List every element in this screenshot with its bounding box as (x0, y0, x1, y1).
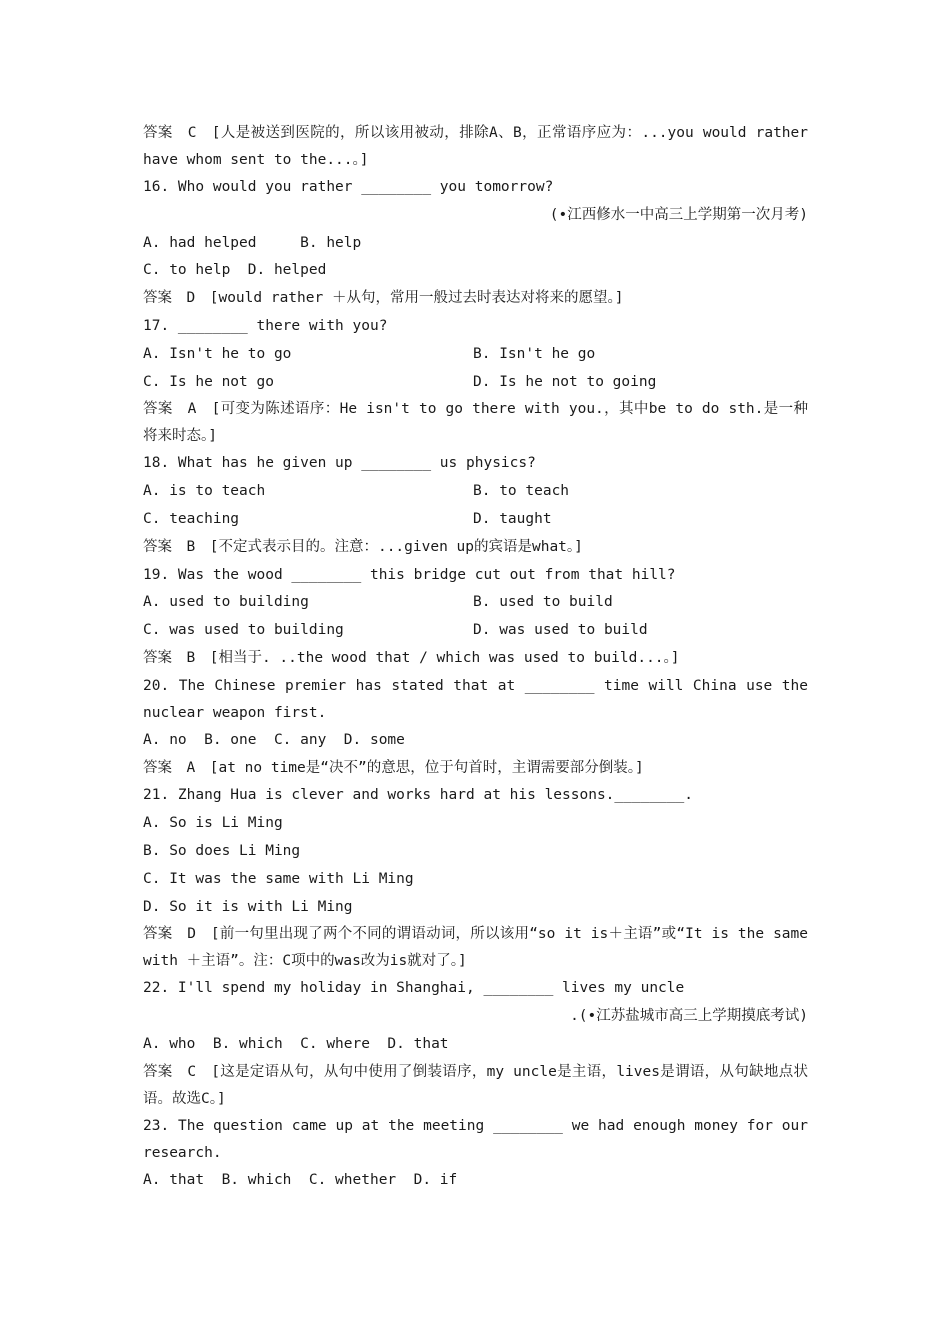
option-c: C. was used to building (143, 622, 344, 639)
question-17-options-row-1 (143, 341, 808, 369)
option-c: C. teaching (143, 510, 240, 527)
option-d: D. Is he not to going (473, 373, 657, 390)
option-b: B. to teach (473, 483, 570, 500)
answer-22: 答案 C [这是定语从句，从句中使用了倒装语序，my uncle是主语，lives是谓语，从句缺地点状语。故选C。] (143, 1063, 808, 1107)
question-23-options: A. that B. which C. whether D. if (143, 1171, 458, 1188)
question-18: 18. What has he given up ________ us physics? (143, 455, 536, 472)
question-19-options-row-1 (143, 589, 808, 617)
answer-19: 答案 B [相当于. ..the wood that / which was used to build...。] (143, 649, 680, 666)
question-16: 16. Who would you rather ________ you tomorrow? (143, 179, 554, 195)
question-16-options-cd: C. to help D. helped (143, 262, 327, 279)
question-16-options-ab: A. had helped B. help (143, 234, 362, 251)
option-c: C. It was the same with Li Ming (143, 870, 414, 887)
answer-16: 答案 D [would rather ＋从句，常用一般过去时表达对将来的愿望。] (143, 290, 624, 307)
option-d: D. So it is with Li Ming (143, 898, 353, 915)
option-d: D. taught (473, 510, 552, 527)
option-a: A. used to building (143, 594, 309, 611)
answer-15: 答案 C [人是被送到医院的，所以该用被动，排除A、B，正常语序应为：...you would rather have whom sent to the...。] (143, 125, 808, 168)
option-b: B. used to build (473, 594, 613, 611)
question-18-options-row-2 (143, 506, 808, 534)
question-22-source: .(•江苏盐城市高三上学期摸底考试) (570, 1008, 808, 1025)
option-b: B. So does Li Ming (143, 842, 301, 859)
answer-17: 答案 A [可变为陈述语序：He isn't to go there with you.，其中be to do sth.是一种将来时态。] (143, 401, 808, 445)
question-20: 20. The Chinese premier has stated that at ________ time will China use the nuclear weapon first. (143, 677, 808, 721)
option-d: D. was used to build (473, 622, 648, 639)
option-a: A. is to teach (143, 483, 266, 500)
option-a: A. So is Li Ming (143, 815, 283, 832)
question-19-options-row-2 (143, 617, 808, 645)
option-c: C. Is he not go (143, 373, 274, 390)
question-21: 21. Zhang Hua is clever and works hard at his lessons.________. (143, 787, 693, 804)
question-17: 17. ________ there with you? (143, 317, 388, 334)
answer-18: 答案 B [不定式表示目的。注意：...given up的宾语是what。] (143, 538, 583, 555)
question-16-source: (•江西修水一中高三上学期第一次月考) (549, 206, 808, 223)
question-20-options: A. no B. one C. any D. some (143, 731, 405, 748)
answer-20: 答案 A [at no time是“决不”的意思，位于句首时，主谓需要部分倒装。] (143, 759, 644, 776)
option-b: B. Isn't he go (473, 345, 596, 362)
question-17-options-row-2 (143, 369, 808, 397)
option-a: A. Isn't he to go (143, 345, 292, 362)
question-23: 23. The question came up at the meeting ________ we had enough money for our research. (143, 1117, 808, 1161)
document-page (143, 120, 808, 1195)
question-22: 22. I'll spend my holiday in Shanghai, ________ lives my uncle (143, 980, 685, 997)
question-19: 19. Was the wood ________ this bridge cut out from that hill? (143, 566, 676, 583)
question-22-options: A. who B. which C. where D. that (143, 1035, 449, 1052)
answer-21: 答案 D [前一句里出现了两个不同的谓语动词，所以该用“so it is＋主语”或“It is the same with ＋主语”。注：C项中的was改为is就对了。] (143, 926, 808, 970)
question-18-options-row-1 (143, 478, 808, 506)
